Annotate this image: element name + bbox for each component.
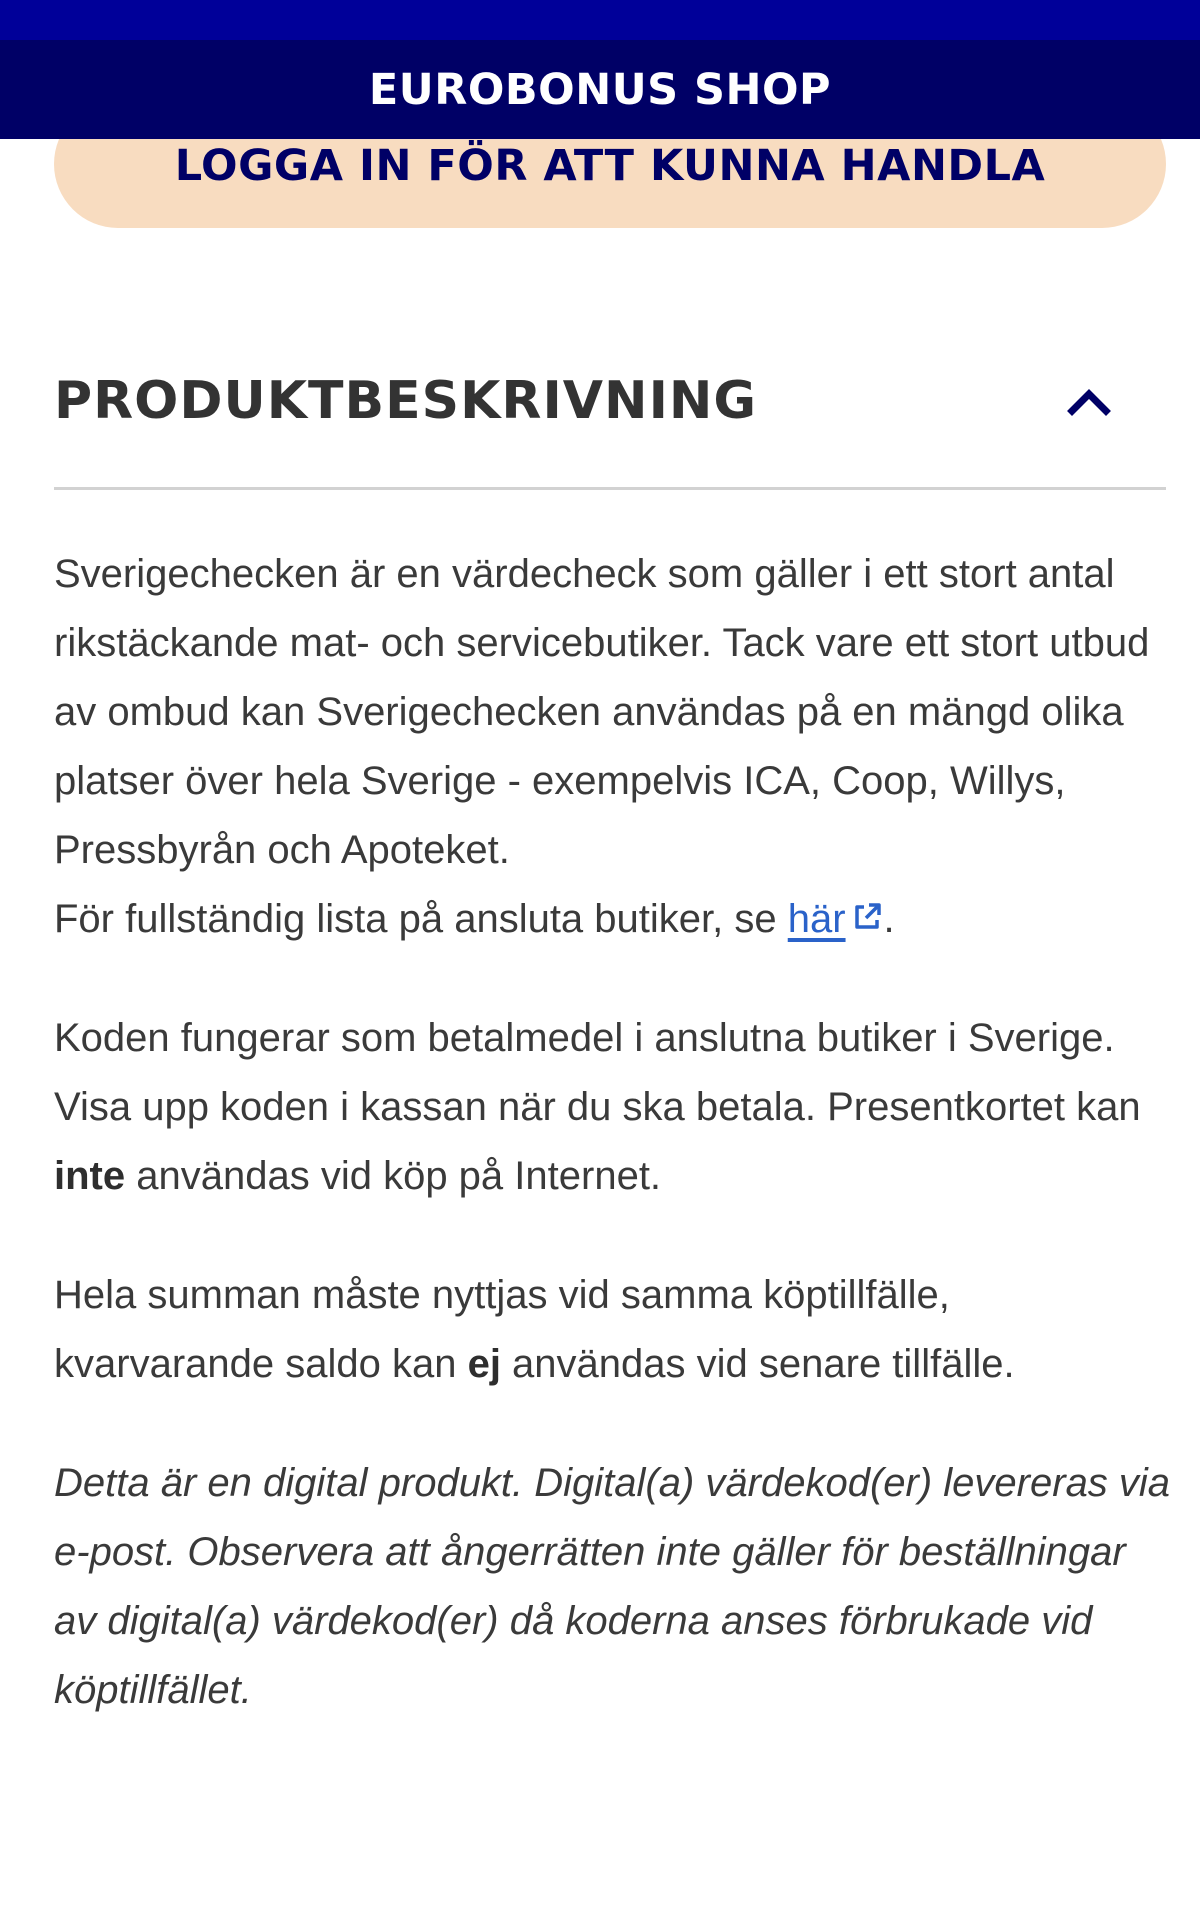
digital-product-notice: Detta är en digital produkt. Digital(a) värdekod(er) levereras via e-post. Observera att ångerrätten inte gäller för beställningar av digital(a) värdekod(er) då koderna anses förbrukade vid köptillfället. <box>54 1461 1171 1712</box>
shop-title: EUROBONUS SHOP <box>368 64 832 115</box>
description-paragraph-3 <box>54 1261 1174 1399</box>
store-list-suffix: . <box>883 897 895 941</box>
external-link-icon <box>850 900 884 934</box>
description-paragraph-1 <box>54 540 1174 954</box>
store-list-link[interactable] <box>788 897 884 941</box>
paragraph-3-part-1: Hela summan måste nyttjas vid samma köptillfälle, kvarvarande saldo kan <box>54 1273 950 1386</box>
description-paragraph-4 <box>54 1449 1174 1725</box>
section-title: PRODUKTBESKRIVNING <box>54 371 758 431</box>
top-bar <box>0 40 1200 139</box>
product-description-body <box>54 540 1174 1775</box>
paragraph-3-part-2: användas vid senare tillfälle. <box>500 1342 1015 1386</box>
paragraph-2-part-2: användas vid köp på Internet. <box>125 1154 662 1198</box>
paragraph-1-text: Sverigechecken är en värdecheck som gäller i ett stort antal rikstäckande mat- och servicebutiker. Tack vare ett stort utbud av ombud kan Sverigechecken användas på en mängd olika platser över hela Sverige - exempelvis ICA, Coop, Willys, Pressbyrån och Apoteket. <box>54 552 1150 872</box>
paragraph-3-emphasis: ej <box>467 1342 501 1386</box>
description-paragraph-2 <box>54 1004 1174 1211</box>
product-description-header[interactable] <box>54 355 1166 490</box>
status-strip <box>0 0 1200 40</box>
store-list-prefix: För fullständig lista på ansluta butiker, se <box>54 897 788 941</box>
chevron-up-icon[interactable] <box>1067 383 1111 417</box>
login-button-label: LOGGA IN FÖR ATT KUNNA HANDLA <box>174 141 1046 191</box>
store-list-link-label: här <box>787 897 846 941</box>
paragraph-2-emphasis: inte <box>54 1154 126 1198</box>
paragraph-2-part-1: Koden fungerar som betalmedel i anslutna butiker i Sverige. Visa upp koden i kassan när du ska betala. Presentkortet kan <box>54 1016 1141 1129</box>
